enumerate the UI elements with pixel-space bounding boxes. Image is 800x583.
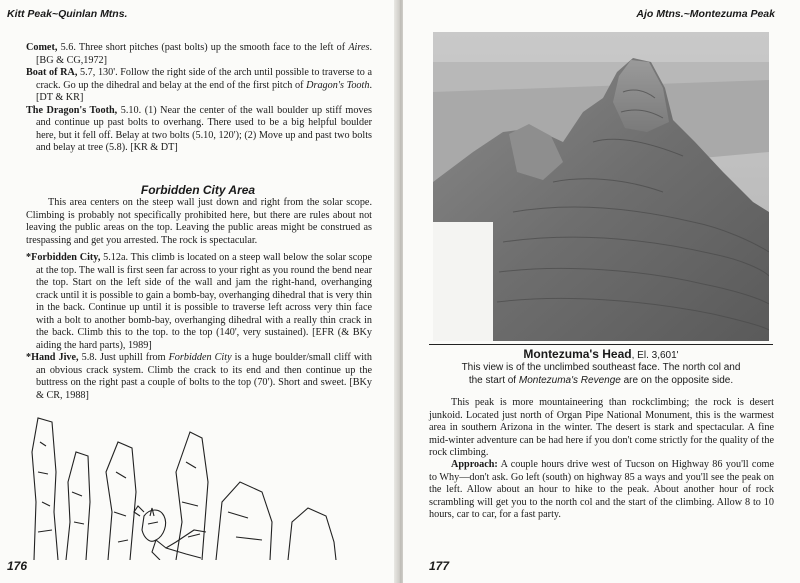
photo-caption-body: This view is of the unclimbed southeast face. The north col and the start of Montezuma's Revenge are on the opposite side.	[461, 362, 741, 386]
photo-caption-title: Montezuma's Head, El. 3,601'	[523, 347, 679, 361]
right-running-header: Ajo Mtns.~Montezuma Peak	[636, 8, 775, 20]
route-list-bottom	[26, 252, 372, 402]
peak-description: This peak is more mountaineering than rockclimbing; the rock is desert junkoid. Located just north of Organ Pipe National Monument, this is the warmest area in southern Arizona in the winter. The desert is stark and spectacular. A fine mid-winter adventure can be had here if you don't come strictly for the quality of the rock climbing.	[429, 397, 774, 458]
route-entry: The Dragon's Tooth, 5.10. (1) Near the center of the wall boulder up stiff moves and continue up past bolts to overhang. There used to be a big helpful boulder here, but it fell off. Belay at two bolts (5.10, 120'); (2) Move up and past two bolts and belay at tree (5.8). [KR & DT]	[26, 104, 372, 153]
route-entry: Boat of RA, 5.7, 130'. Follow the right side of the arch until possible to traverse to a crack. Go up the dihedral and belay at the end of the first pitch of Dragon's Tooth. [DT & KR]	[26, 67, 373, 103]
route-entry: *Hand Jive, 5.8. Just uphill from Forbidden City is a huge boulder/small cliff with an obvious crack system. Climb the crack to its end and then continue up the buttress on the right past a couple of bolts to the top (70'). Short and sweet. [BKy & CR, 1988]	[26, 352, 372, 401]
right-page-number: 177	[429, 559, 450, 573]
left-page-number: 176	[7, 559, 28, 573]
climber-illustration	[26, 412, 351, 560]
route-list-top	[26, 42, 372, 155]
area-intro: This area centers on the steep wall just down and right from the solar scope. Climbing is probably not specifically prohibited here, but there are rules about not leaving the public areas on the top. Leaving the public areas might be construed as trespassing and get you arrested. The rock is spectacular.	[26, 197, 372, 246]
approach-paragraph: Approach: A couple hours drive west of Tucson on Highway 86 you'll come to Why—don't ask. Go left (south) on highway 85 a ways and you'll see the peak on the left. Allow about an hour to hike to the peak. About another hour of rock scrambling will get you to the north col and the start of the climbing. Allow 8 to 10 hours, car to car, for a fast party.	[429, 459, 774, 520]
montezuma-head-photo	[433, 32, 769, 341]
left-running-header: Kitt Peak~Quinlan Mtns.	[7, 8, 128, 20]
route-entry: Comet, 5.6. Three short pitches (past bolts) up the smooth face to the left of Aires. [BG & CG,1972]	[26, 42, 372, 66]
area-title: Forbidden City Area	[140, 183, 256, 197]
route-entry: *Forbidden City, 5.12a. This climb is located on a steep wall below the solar scope at the top. The wall is first seen far across to your right as you round the bend near the top. Start on the left side of the wall and jam the right-hand, overhanging crack until it is possible to gain a bomb-bay, overhanging dihedral that is very thin in the back. Continue up until it is possible to traverse left across very thin face with a bolt to another bomb-bay, overhanging dihedral with a really thin crack in the back. Climb this to the top. to the top (140', very sustained). [EFR (& BKy aiding the hard parts), 1989]	[26, 252, 372, 351]
right-page	[403, 0, 800, 583]
caption-rule	[429, 344, 773, 345]
left-page	[0, 0, 396, 583]
